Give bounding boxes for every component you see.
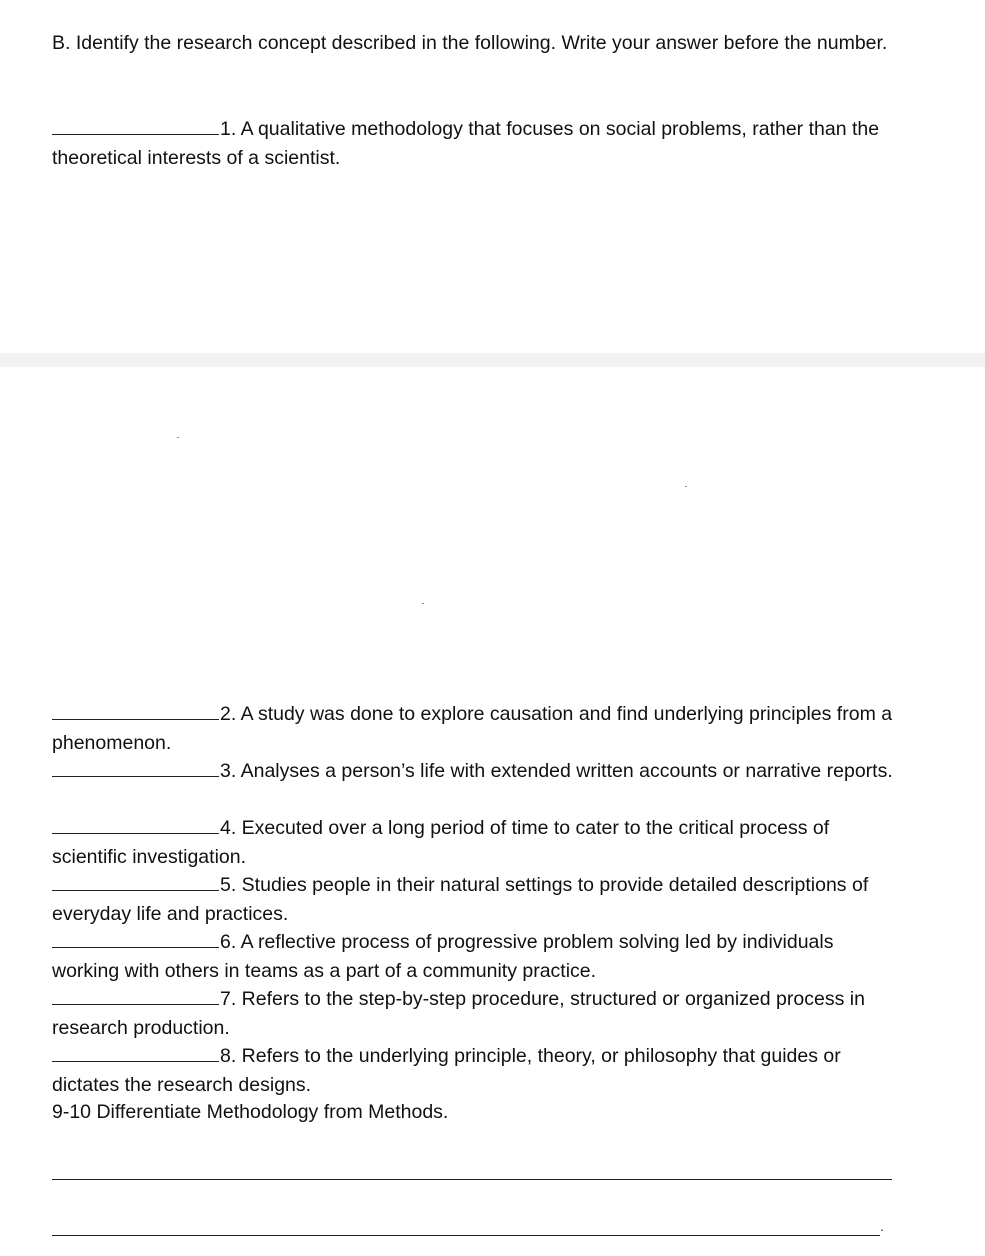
answer-blank-6[interactable] xyxy=(52,927,219,948)
question-5 xyxy=(52,870,902,928)
question-4 xyxy=(52,813,902,871)
essay-answer-line-1[interactable] xyxy=(52,1179,892,1180)
scan-speck xyxy=(177,437,179,438)
question-6 xyxy=(52,927,902,985)
question-7-text: 7. Refers to the step-by-step procedure, structured or organized process in research production. xyxy=(52,988,865,1039)
question-1 xyxy=(52,114,902,172)
page-break xyxy=(0,353,985,367)
answer-blank-5[interactable] xyxy=(52,870,219,891)
question-2-text: 2. A study was done to explore causation and find underlying principles from a phenomenon. xyxy=(52,703,893,754)
scan-speck xyxy=(685,486,687,487)
question-1-text: 1. A qualitative methodology that focuses on social problems, rather than the theoretical interests of a scientist. xyxy=(52,118,880,169)
essay-answer-line-2[interactable] xyxy=(52,1235,880,1236)
question-8 xyxy=(52,1041,902,1099)
answer-blank-7[interactable] xyxy=(52,984,219,1005)
answer-blank-1[interactable] xyxy=(52,114,219,135)
question-3 xyxy=(52,756,902,786)
scan-speck xyxy=(422,603,424,604)
trailing-period: . xyxy=(880,1218,884,1234)
question-2 xyxy=(52,699,902,757)
question-6-text: 6. A reflective process of progressive problem solving led by individuals working with others in teams as a part of a community practice. xyxy=(52,931,834,982)
answer-blank-2[interactable] xyxy=(52,699,219,720)
instructions: B. Identify the research concept described in the following. Write your answer before the number. xyxy=(52,32,888,54)
question-5-text: 5. Studies people in their natural settings to provide detailed descriptions of everyday life and practices. xyxy=(52,874,869,925)
question-4-text: 4. Executed over a long period of time to cater to the critical process of scientific investigation. xyxy=(52,817,830,868)
question-3-text: 3. Analyses a person’s life with extended written accounts or narrative reports. xyxy=(220,760,893,782)
essay-prompt: 9-10 Differentiate Methodology from Methods. xyxy=(52,1101,449,1123)
answer-blank-4[interactable] xyxy=(52,813,219,834)
answer-blank-3[interactable] xyxy=(52,756,219,777)
answer-blank-8[interactable] xyxy=(52,1041,219,1062)
question-7 xyxy=(52,984,902,1042)
question-8-text: 8. Refers to the underlying principle, theory, or philosophy that guides or dictates the research designs. xyxy=(52,1045,841,1096)
